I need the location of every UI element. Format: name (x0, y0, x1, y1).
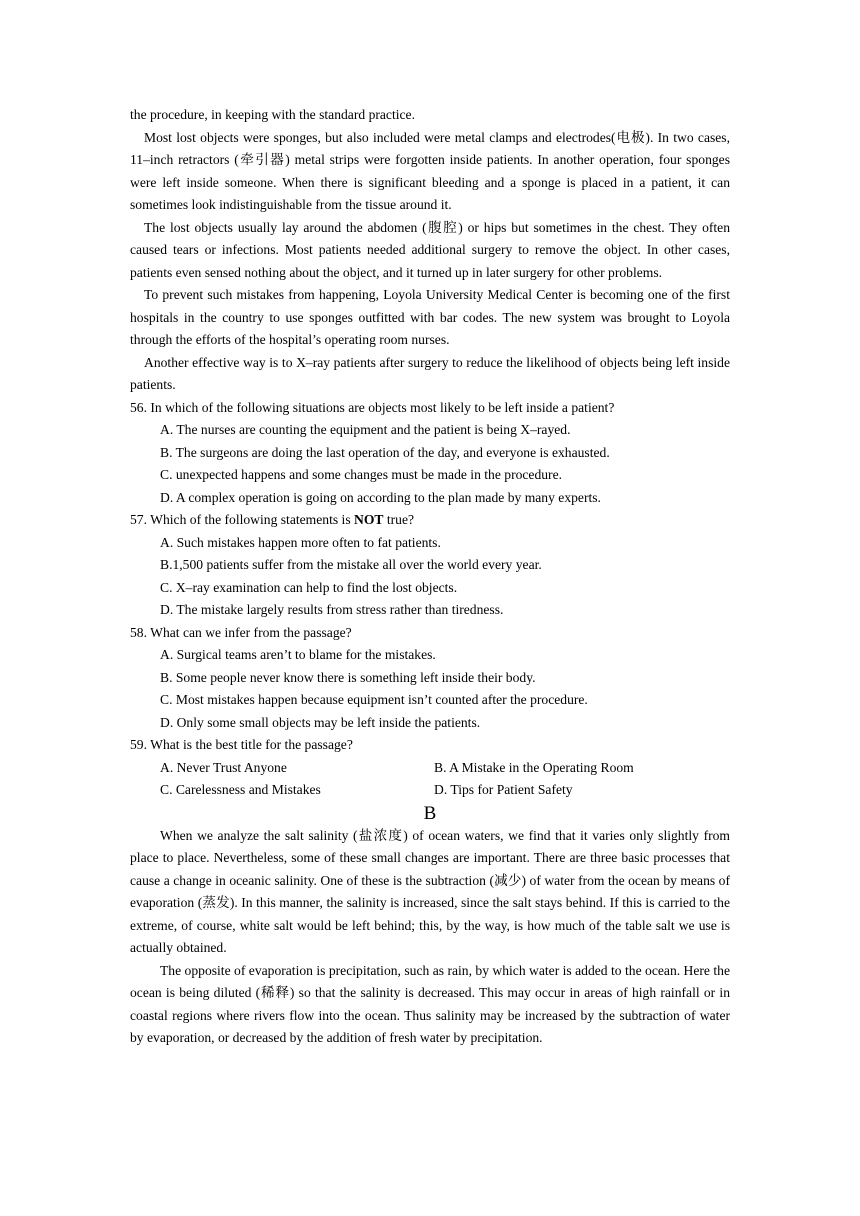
option-c: C. X–ray examination can help to find the lost objects. (160, 579, 458, 595)
option-d: D. Only some small objects may be left inside the patients. (160, 714, 481, 730)
stem-post: true? (383, 512, 415, 527)
question-stem: 58. What can we infer from the passage? (130, 624, 352, 640)
option-a: A. The nurses are counting the equipment and the patient is being X–rayed. (160, 422, 571, 437)
stem-emphasis: NOT (354, 512, 384, 527)
option-b: B. The surgeons are doing the last operation of the day, and everyone is exhausted. (160, 444, 610, 460)
question-58 (130, 622, 730, 735)
option-c: C. Most mistakes happen because equipment isn’t counted after the procedure. (160, 692, 588, 707)
option-a: A. Such mistakes happen more often to fat patients. (160, 534, 441, 550)
question-56 (130, 397, 730, 510)
option-d: D. A complex operation is going on according to the plan made by many experts. (160, 489, 601, 505)
option-b: B. A Mistake in the Operating Room (434, 759, 634, 775)
passage-a-paragraph-3: To prevent such mistakes from happening, Loyola University Medical Center is becoming one of the first hospitals in the country to use sponges outfitted with bar codes. The new system was brought to Loyola through the efforts of the hospital’s operating room nurses. (130, 287, 730, 347)
option-c: C. unexpected happens and some changes must be made in the procedure. (160, 467, 563, 482)
question-stem: 59. What is the best title for the passage? (130, 737, 353, 752)
option-a: A. Surgical teams aren’t to blame for the mistakes. (160, 647, 436, 662)
passage-b-paragraph-1: When we analyze the salt salinity (盐浓度) of ocean waters, we find that it varies only slightly from place to place. Nevertheless, some of these small changes are important. There are three basic processes that cause a change in oceanic salinity. One of these is the subtraction (减少) of water from the ocean by means of evaporation (蒸发). In this manner, the salinity is increased, since the salt stays behind. If this is carried to the extreme, of course, white salt would be left behind; this, by the way, is how much of the table salt we use is actually obtained. (130, 827, 730, 955)
question-stem (130, 509, 730, 532)
options-row-2 (130, 779, 730, 802)
option-c: C. Carelessness and Mistakes (160, 782, 321, 797)
stem-pre: 57. Which of the following statements is (130, 512, 355, 527)
passage-b-paragraph-2: The opposite of evaporation is precipitation, such as rain, by which water is added to the ocean. Here the ocean is being diluted (稀释) so that the salinity is decreased. This may occur in areas of high rainfall or in coastal regions where rivers flow into the ocean. Thus salinity may be increased by the subtraction of water by evaporation, or decreased by the addition of fresh water by precipitation. (130, 962, 730, 1045)
option-b: B. Some people never know there is something left inside their body. (160, 669, 536, 685)
section-heading-b: B (423, 802, 437, 824)
passage-a-paragraph-2: The lost objects usually lay around the abdomen (腹腔) or hips but sometimes in the chest. They often caused tears or infections. Most patients needed additional surgery to remove the object. In other cases, patients even sensed nothing about the object, and it turned up in later surgery for other problems. (130, 219, 730, 280)
option-b: B.1,500 patients suffer from the mistake all over the world every year. (160, 557, 542, 572)
passage-a-paragraph-0: the procedure, in keeping with the standard practice. (130, 107, 415, 122)
passage-a-paragraph-1: Most lost objects were sponges, but also included were metal clamps and electrodes(电极). In two cases, 11–inch retractors (牵引器) metal strips were forgotten inside patients. In another operation, four sponges were left inside someone. When there is significant bleeding and a sponge is placed in a patient, it can sometimes look indistinguishable from the tissue around it. (130, 129, 730, 212)
question-stem: 56. In which of the following situations are objects most likely to be left inside a patient? (130, 399, 615, 415)
option-d: D. The mistake largely results from stress rather than tiredness. (160, 602, 504, 617)
option-d: D. Tips for Patient Safety (434, 782, 573, 797)
document-content (130, 104, 730, 1050)
passage-a-paragraph-4: Another effective way is to X–ray patients after surgery to reduce the likelihood of objects being left inside patients. (130, 354, 730, 392)
option-a: A. Never Trust Anyone (160, 759, 287, 775)
options-row-1 (130, 757, 730, 780)
question-59 (130, 734, 730, 802)
question-57 (130, 509, 730, 622)
